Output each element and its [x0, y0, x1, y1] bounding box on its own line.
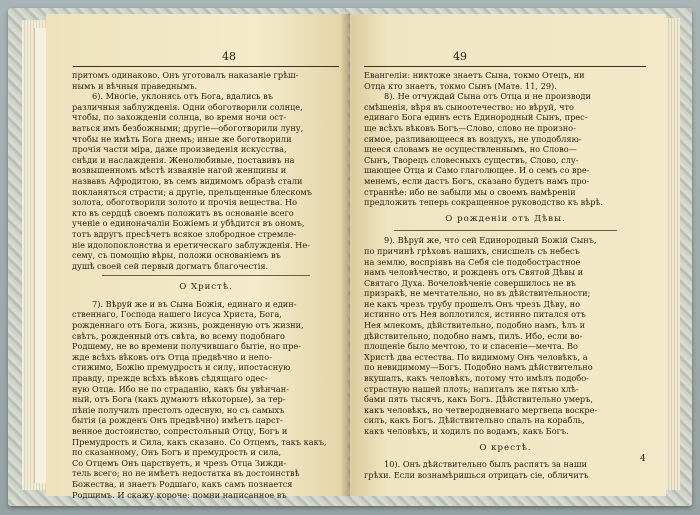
text-line: назвавъ Афродитою, въ семъ видимомъ образѣ стали [72, 175, 303, 186]
text-line: ный, отъ Бога (какъ думаютъ нѣкоторые), за тер- [72, 394, 286, 405]
text-line: золота, обоготворили золото и прочія вещества. Но [72, 197, 298, 208]
left-page [46, 14, 348, 500]
text-line: симое, разливающееся въ воздухъ, не уподобляю- [364, 133, 582, 144]
text-line: ученіе о единоначаліи Божіемъ и убѣдится въ ономъ, [72, 218, 305, 229]
text-line: шающее Отца и Само глаголющее. И о семъ со вре- [364, 165, 590, 176]
text-line: снѣди и наслажденія. Женолюбивые, поставивъ на [72, 154, 295, 165]
text-line: по невидимому—Богъ. Подобно намъ дѣйствительно [364, 362, 593, 373]
text-line: 6). Многіе, уклонясь отъ Бога, вдались въ [92, 91, 273, 102]
text-line: ніе идолопоклонства и еретическаго заблужденія. Не- [72, 239, 310, 250]
page-text [364, 70, 647, 480]
section-heading: О Христѣ. [179, 282, 233, 293]
text-line: призракѣ, не мечтательно, но въ дѣйствительности; [364, 288, 591, 299]
text-line: пѣніе получилъ престолъ одесную, но съ самыхъ [72, 404, 285, 415]
text-line: площеніе было мечтою, то и спасеніе—мечта. Во [364, 341, 578, 352]
text-line: возвышенномъ мѣстѣ изваяніе нагой женщины и [72, 165, 287, 176]
page-number: 48 [222, 50, 236, 63]
text-line: 10). Онъ дѣйствительно былъ распятъ за наши [384, 459, 587, 470]
text-line: Евангеліи: никтоже знаетъ Сына, токмо Отецъ, ни [364, 70, 585, 80]
text-line: 8). Не отчуждай Сына отъ Отца и не производи [384, 91, 591, 102]
text-line: вкушалъ, какъ человѣкъ, потому что имѣлъ подобо- [364, 373, 589, 384]
text-line: на землю, воспріявъ на Себя сіе подобострастное [364, 256, 581, 267]
text-line: 7). Вѣруй же и въ Сына Божія, единаго и един- [92, 298, 297, 309]
text-line: грѣхи. Если вознамѣришься отрицать сіе, обличитъ [364, 469, 589, 480]
text-line: Сынъ, Творецъ словесныхъ существъ, Слово, слу- [364, 154, 579, 165]
text-line: Святаго Духа. Вочеловѣченіе совершилось не въ [364, 277, 576, 288]
text-line: единаго Бога единъ есть Единородный Сынъ, прес- [364, 112, 588, 123]
text-line: тотъ вдругъ пресѣчетъ всякое злобродное стремле- [72, 228, 297, 239]
text-line: чтобы не имѣть Бога днемъ; иные же боготворили [72, 133, 292, 144]
text-line: бытія (а рожденъ Онъ предвѣчно) имѣетъ царст- [72, 415, 283, 426]
text-line: страстную нашей плоть; напиталъ же пятью хлѣ- [364, 383, 579, 394]
section-divider [102, 275, 310, 276]
text-line: Божества, и знаетъ Родшаго, какъ самъ познается [72, 478, 293, 489]
text-line: бами пять тысячъ, какъ Богъ. Дѣйствительно умеръ, [364, 394, 593, 405]
text-line: венное достоинство, сопрестольный Отцу, Богъ и [72, 426, 288, 436]
text-line: силъ, какъ Богъ. Дѣйствительно спалъ на корабль, [364, 415, 585, 426]
section-heading-2: О крестѣ. [479, 442, 532, 453]
text-line: предложить теперь сокращенное руководство къ вѣрѣ. [364, 197, 603, 208]
text-line: Отца кто знаетъ, токмо Сынъ (Матѳ. 11, 29). [364, 80, 557, 91]
text-line: ваться имъ безбожными; другіе—обоготворили луну, [72, 122, 304, 133]
text-line: притомъ одинаково. Онъ уготовалъ наказаніе грѣш- [72, 70, 299, 80]
text-line: Со Отцемъ Онъ царствуетъ, и чрезъ Отца Зижди- [72, 457, 287, 468]
text-line: тель всего; но не имѣетъ недостатка въ достоинствѣ [72, 468, 300, 479]
section-heading: О рожденіи отъ Дѣвы. [445, 213, 566, 224]
text-line: истинно отъ Нея воплотился, истинно питался отъ [364, 309, 586, 320]
text-line: страннѣе: ибо не забыли мы о своемъ намѣреніи [364, 186, 576, 197]
text-line: Родшему, не во времени получившаго бытіе, но пре- [72, 341, 301, 352]
text-line: стижимо, Божію премудрость и силу, ипостасную [72, 362, 291, 373]
text-line: чтобы, по захожденіи солнца, во время ночи ост- [72, 112, 287, 123]
text-line: душѣ своей сей первый догматъ благочестія. [72, 260, 269, 271]
text-line: 9). Вѣруй же, что сей Единородный Божій Сынъ, [384, 235, 597, 246]
text-line: прочія части міра, даже произведенія искусства, [72, 144, 287, 155]
text-line: различныя заблужденія. Одни обоготворили солнце, [72, 101, 303, 112]
page-block-edge-right [666, 18, 680, 490]
text-line: свѣтъ, рожденный отъ свѣта, во всему подобнаго [72, 330, 285, 341]
corner-mark: 4 [640, 454, 646, 464]
text-line: ную Отца. Ибо не по страданію, какъ бы увѣнчан- [72, 383, 289, 394]
text-line: Нея млекомъ, дѣйствительно, подобно намъ, ѣлъ и [364, 320, 586, 331]
text-line: нымъ и вѣчныя праведнымъ. [72, 80, 198, 91]
text-line: рожденнаго отъ Бога, жизнь, рожденную отъ жизни, [72, 320, 304, 331]
text-line: ще всѣхъ вѣковъ Богъ—Слово, слово не произно- [364, 122, 576, 133]
section-divider [394, 230, 617, 231]
text-line: намъ человѣчество, и рожденъ отъ Святой Дѣвы и [364, 267, 584, 278]
text-line: Христѣ два естества. По видимому Онъ человѣкъ, а [364, 351, 588, 362]
text-line: смѣшенія, вѣря въ сыноотечество: но вѣруй, что [364, 101, 574, 112]
text-line: кто въ сердцѣ своемъ положитъ въ основаніе всего [72, 207, 294, 218]
right-page [350, 14, 666, 496]
text-line: жде всѣхъ вѣковъ отъ Отца предвѣчно и непо- [72, 351, 272, 362]
text-line: покланяться страсти; а другіе, прельщенные блескомъ [72, 186, 312, 197]
text-line: по сказанному, Онъ Богъ и премудрость и сила, [72, 447, 282, 458]
text-line: дѣйствительно, подобно намъ, пилъ. Ибо, если во- [364, 330, 583, 341]
text-line: щееся словамъ не осуществленнымъ, но Слово— [364, 144, 577, 155]
text-line: ственнаго, Господа нашего Іисуса Христа, Бога, [72, 309, 282, 320]
text-line: сему, съ помощію вѣры, положи основаніемъ въ [72, 250, 281, 261]
text-line: не какъ чрезъ трубу прошелъ Онъ чрезъ Дѣву, но [364, 298, 581, 309]
page-text [72, 70, 340, 500]
text-line: Родшимъ. И скажу короче: помни написанное въ [72, 489, 287, 500]
text-line: какъ человѣкъ, и ходилъ по водамъ, какъ Богъ. [364, 426, 569, 436]
text-line: Премудрость и Сила, какъ сказано. Со Отцемъ, такъ какъ, [72, 436, 327, 447]
page-number: 49 [453, 50, 467, 63]
text-line: менемъ, если дастъ Богъ, сказано будетъ намъ про- [364, 175, 590, 186]
header-rule [364, 66, 646, 67]
header-rule [73, 66, 339, 67]
text-line: какъ человѣкъ, но четверодневнаго мертвеца воскре- [364, 404, 598, 415]
text-line: по причинѣ грѣховъ нашихъ, снисшелъ съ небесъ [364, 245, 580, 256]
text-line: правду, прежде всѣхъ вѣковъ сѣдящаго одес- [72, 373, 268, 384]
